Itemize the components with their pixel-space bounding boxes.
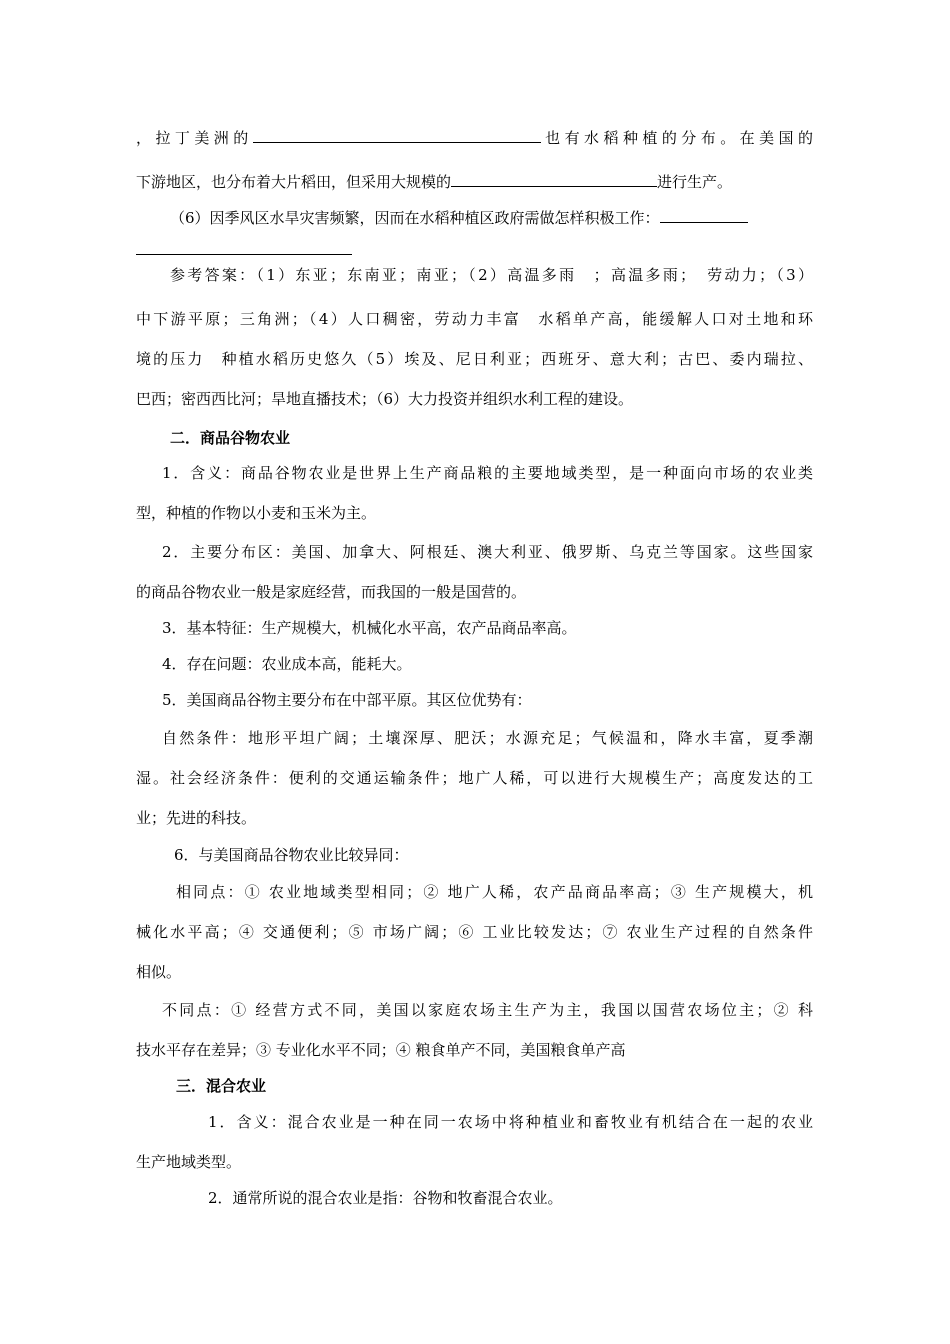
sec2-item4: 4．存在问题：农业成本高，能耗大。	[162, 655, 412, 673]
answer-line-3: 境的压力 种植水稻历史悠久（5）埃及、尼日利亚；西班牙、意大利；古巴、委内瑞拉、	[136, 350, 813, 368]
sec2-diff-line1: 不同点：① 经营方式不同，美国以家庭农场主生产为主，我国以国营农场位主；② 科	[162, 1001, 813, 1019]
answer-blank[interactable]	[660, 206, 748, 223]
sec2-item6: 6．与美国商品谷物农业比较异同：	[174, 846, 409, 864]
answer-line-4: 巴西；密西西比河；旱地直播技术；（6）大力投资并组织水利工程的建设。	[136, 390, 634, 408]
sec2-item3: 3．基本特征：生产规模大，机械化水平高，农产品商品率高。	[162, 619, 577, 637]
fill-line-2	[136, 170, 813, 192]
section-heading-commercial-grain: 二．商品谷物农业	[170, 429, 291, 447]
answer-line-1: 参考答案：（1）东亚；东南亚；南亚；（2）高温多雨 ；高温多雨； 劳动力；（3）	[170, 266, 813, 284]
sec2-conditions-line3: 业；先进的科技。	[136, 809, 257, 827]
text-segment: ，拉丁美洲的	[136, 129, 253, 147]
sec3-item1-line2: 生产地域类型。	[136, 1153, 242, 1171]
sec2-item1-line2: 型，种植的作物以小麦和玉米为主。	[136, 504, 377, 522]
question-6	[170, 206, 813, 228]
fill-line-1	[136, 126, 813, 148]
sec2-conditions-line2: 湿。社会经济条件：便利的交通运输条件；地广人稀，可以进行大规模生产；高度发达的工	[136, 769, 813, 787]
sec2-same-line3: 相似。	[136, 963, 182, 981]
text-segment: 下游地区，也分布着大片稻田，但采用大规模的	[136, 173, 452, 191]
answer-blank-line	[136, 238, 813, 260]
sec2-conditions-line1: 自然条件：地形平坦广阔；土壤深厚、肥沃；水源充足；气候温和，降水丰富，夏季潮	[162, 729, 813, 747]
answer-blank[interactable]	[136, 238, 352, 255]
text-segment: 也有水稻种植的分布。在美国的	[540, 129, 813, 147]
sec2-item2-line2: 的商品谷物农业一般是家庭经营，而我国的一般是国营的。	[136, 583, 527, 601]
sec2-same-line1: 相同点：① 农业地域类型相同；② 地广人稀，农产品商品率高；③ 生产规模大，机	[176, 883, 813, 901]
text-segment: 进行生产。	[657, 173, 733, 191]
section-heading-mixed-farming: 三．混合农业	[176, 1077, 267, 1095]
answer-blank[interactable]	[253, 126, 541, 143]
sec3-item1-line1: 1．含义：混合农业是一种在同一农场中将种植业和畜牧业有机结合在一起的农业	[208, 1113, 813, 1131]
sec2-diff-line2: 技水平存在差异；③ 专业化水平不同；④ 粮食单产不同，美国粮食单产高	[136, 1041, 626, 1059]
sec2-item2-line1: 2．主要分布区：美国、加拿大、阿根廷、澳大利亚、俄罗斯、乌克兰等国家。这些国家	[162, 543, 813, 561]
answer-blank[interactable]	[451, 170, 657, 187]
answer-line-2: 中下游平原；三角洲；（4）人口稠密，劳动力丰富 水稻单产高，能缓解人口对土地和环	[136, 310, 813, 328]
sec2-same-line2: 械化水平高；④ 交通便利；⑤ 市场广阔；⑥ 工业比较发达；⑦ 农业生产过程的自然条件	[136, 923, 813, 941]
sec2-item5: 5．美国商品谷物主要分布在中部平原。其区位优势有：	[162, 691, 532, 709]
sec2-item1-line1: 1．含义：商品谷物农业是世界上生产商品粮的主要地域类型，是一种面向市场的农业类	[162, 464, 813, 482]
question-text: （6）因季风区水旱灾害频繁，因而在水稻种植区政府需做怎样积极工作：	[170, 209, 660, 227]
sec3-item2: 2．通常所说的混合农业是指：谷物和牧畜混合农业。	[208, 1189, 563, 1207]
